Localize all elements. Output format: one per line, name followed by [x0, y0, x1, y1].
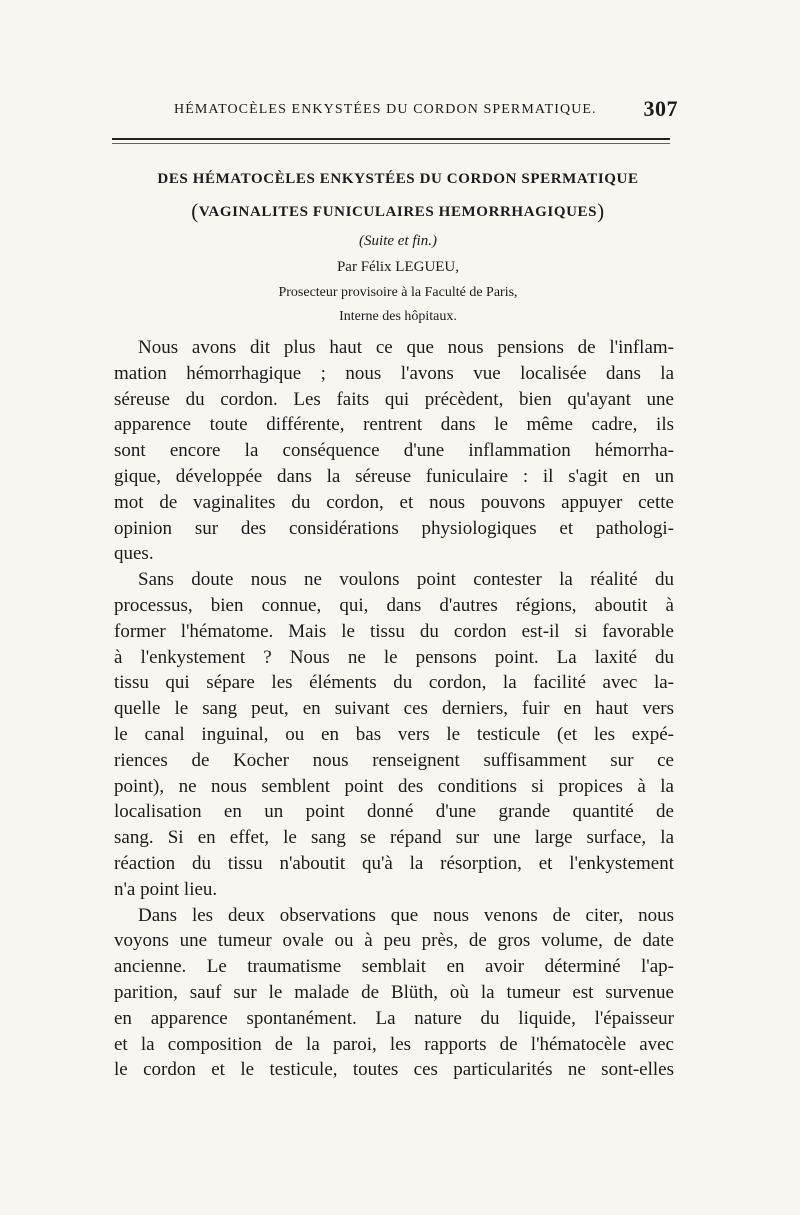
text-line: localisation en un point donné d'une grande quantité de	[114, 801, 674, 823]
subtitle-close-paren: )	[597, 199, 605, 223]
text-line: quelle le sang peut, en suivant ces derniers, fuir en haut vers	[114, 698, 674, 720]
text-line: apparence toute différente, rentrent dans le même cadre, ils	[114, 414, 674, 436]
text-line: n'a point lieu.	[114, 878, 218, 900]
text-line: mation hémorrhagique ; nous l'avons vue localisée dans la	[114, 362, 674, 384]
text-line: sang. Si en effet, le sang se répand sur une large surface, la	[114, 827, 674, 849]
author-byline: Par Félix LEGUEU,	[336, 259, 460, 275]
subtitle-open-paren: (	[191, 199, 199, 223]
text-line: voyons une tumeur ovale ou à peu près, de gros volume, de date	[114, 930, 674, 952]
text-line: Dans les deux observations que nous venons de citer, nous	[138, 904, 674, 926]
body-text	[114, 335, 674, 1083]
text-line: parition, sauf sur le malade de Blüth, où la tumeur est survenue	[114, 981, 674, 1003]
text-line: tissu qui sépare les éléments du cordon, la facilité avec la-	[114, 672, 674, 694]
text-line: mot de vaginalites du cordon, et nous pouvons appuyer cette	[114, 491, 674, 513]
text-line: Nous avons dit plus haut ce que nous pensions de l'inflam-	[138, 337, 674, 358]
text-line: le canal inguinal, ou en bas vers le testicule (et les expé-	[114, 723, 674, 745]
text-line: point), ne nous semblent point des conditions si propices à la	[114, 775, 674, 797]
text-line: et la composition de la paroi, les rapports de l'hématocèle avec	[114, 1033, 674, 1055]
text-line: en apparence spontanément. La nature du liquide, l'épaisseur	[114, 1007, 674, 1029]
text-line: ancienne. Le traumatisme semblait en avoir déterminé l'ap-	[114, 956, 674, 978]
author-affiliation-2: Interne des hôpitaux.	[339, 309, 457, 324]
text-line: réaction du tissu n'aboutit qu'à la résorption, et l'enkystement	[114, 852, 674, 874]
header-rule	[112, 138, 670, 140]
text-line: opinion sur des considérations physiologiques et pathologi-	[114, 517, 674, 539]
continuation-note: (Suite et fin.)	[359, 233, 437, 249]
text-line: gique, développée dans la séreuse funiculaire : il s'agit en un	[114, 465, 674, 487]
text-line: à l'enkystement ? Nous ne le pensons point. La laxité du	[114, 646, 674, 668]
article-subtitle	[104, 199, 692, 224]
header-rule-thin	[112, 143, 670, 144]
article-title: DES HÉMATOCÈLES ENKYSTÉES DU CORDON SPERMATIQUE	[157, 171, 639, 187]
text-line: le cordon et le testicule, toutes ces particularités ne sont-elles	[114, 1059, 674, 1081]
subtitle-text: VAGINALITES FUNICULAIRES HEMORRHAGIQUES	[198, 204, 598, 220]
text-line: sont encore la conséquence d'une inflammation hémorrha-	[114, 440, 674, 462]
running-title: HÉMATOCÈLES ENKYSTÉES DU CORDON SPERMATIQUE.	[174, 102, 597, 117]
text-line: ques.	[114, 543, 154, 565]
text-line: Sans doute nous ne voulons point contester la réalité du	[138, 569, 674, 591]
text-line: processus, bien connue, qui, dans d'autres régions, aboutit à	[114, 594, 674, 616]
page-number: 307	[643, 96, 678, 121]
text-line: séreuse du cordon. Les faits qui précèdent, bien qu'ayant une	[114, 388, 674, 410]
author-affiliation: Prosecteur provisoire à la Faculté de Paris,	[278, 285, 518, 300]
running-head	[118, 96, 678, 126]
text-line: riences de Kocher nous renseignent suffisamment sur ce	[114, 749, 674, 771]
text-line: former l'hématome. Mais le tissu du cordon est-il si favorable	[114, 620, 674, 642]
